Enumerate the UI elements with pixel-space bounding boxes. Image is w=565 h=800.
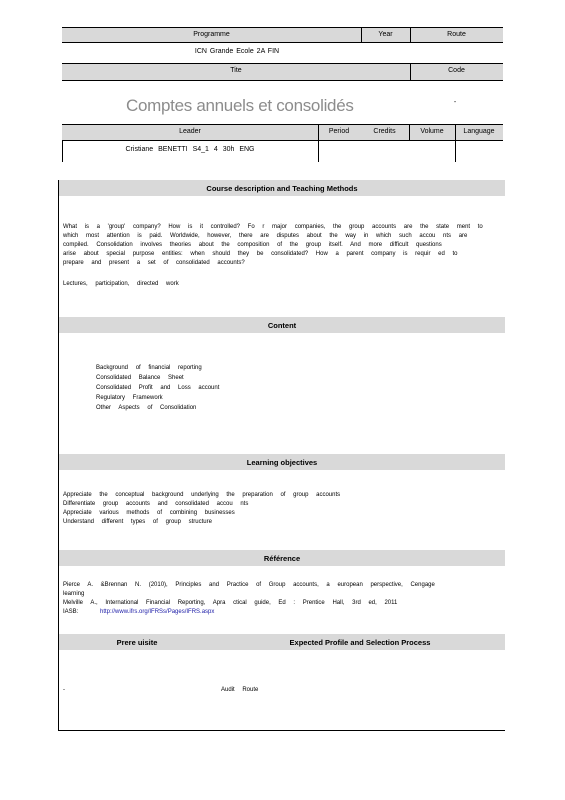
rule	[62, 80, 503, 81]
content-item: Consolidated Profit and Loss account	[96, 385, 220, 391]
language-label: Language	[463, 128, 495, 135]
reference-link-prefix: IASB:	[63, 609, 79, 615]
reference-line: Melville A., International Financial Reporting, Apra ctical guide, Ed : Prentice Hall, 3rd ed, 2011	[63, 600, 398, 606]
programme-label: Programme	[193, 31, 230, 38]
leader-value: Cristiane BENETTI S4_1 4 30h ENG	[125, 146, 255, 153]
route-label: Route	[447, 31, 466, 38]
reference-heading: Référence	[263, 554, 301, 563]
description-line: which most attention is paid. Worldwide, however, there are disputes about the way in which such accou nts are	[63, 233, 468, 239]
description-line: compiled. Consolidation involves theories about the composition of the group itself. And more difficult questions	[63, 242, 442, 248]
ifrs-link[interactable]: http://www.ifrs.org/IFRSs/Pages/IFRS.aspx	[100, 609, 215, 615]
year-label: Year	[378, 31, 393, 38]
rule	[62, 140, 503, 141]
content-heading: Content	[267, 321, 297, 330]
credits-label: Credits	[373, 128, 396, 135]
content-item: Consolidated Balance Sheet	[96, 375, 184, 381]
description-line: What is a 'group' company? How is it controlled? Fo r major companies, the group accounts are the state ment to	[63, 224, 483, 230]
title-label: Tite	[230, 67, 242, 74]
teaching-methods: Lectures, participation, directed work	[63, 281, 179, 287]
rule	[62, 140, 63, 162]
body-bottom-border	[58, 730, 505, 731]
prerequisite-value: -	[63, 687, 65, 693]
leader-label: Leader	[179, 128, 201, 135]
period-label: Period	[328, 128, 350, 135]
expected-profile-value: Audit Route	[221, 687, 259, 693]
objective-line: Appreciate various methods of combining businesses	[63, 510, 235, 516]
objective-line: Understand different types of group structure	[63, 519, 212, 525]
volume-label: Volume	[420, 128, 444, 135]
description-line: prepare and present a set of consolidated accounts?	[63, 260, 245, 266]
reference-link-line	[63, 608, 214, 617]
code-label: Code	[448, 67, 465, 74]
content-item: Regulatory Framework	[96, 395, 163, 401]
reference-line: learning	[63, 591, 85, 597]
objective-line: Appreciate the conceptual background underlying the preparation of group accounts	[63, 492, 341, 498]
prerequisite-heading: Prere uisite	[116, 638, 158, 647]
description-line: arise about special purpose entities: when should they be consolidated? How a parent company is requir ed to	[63, 251, 458, 257]
course-title: Comptes annuels et consolidés	[126, 96, 354, 115]
programme-value: ICN Grande Ecole 2A FIN	[194, 48, 280, 55]
course-description-heading: Course description and Teaching Methods	[206, 184, 358, 193]
learning-objectives-heading: Learning objectives	[246, 458, 318, 467]
code-value: -	[453, 99, 457, 106]
content-item: Other Aspects of Consolidation	[96, 405, 197, 411]
rule	[62, 42, 503, 43]
objective-line: Differentiate group accounts and consolidated accou nts	[63, 501, 249, 507]
expected-profile-heading: Expected Profile and Selection Process	[289, 638, 431, 647]
content-item: Background of financial reporting	[96, 365, 202, 371]
reference-line: Pierce A. &Brennan N. (2010), Principles and Practice of Group accounts, a european perspective, Cengage	[63, 582, 435, 588]
